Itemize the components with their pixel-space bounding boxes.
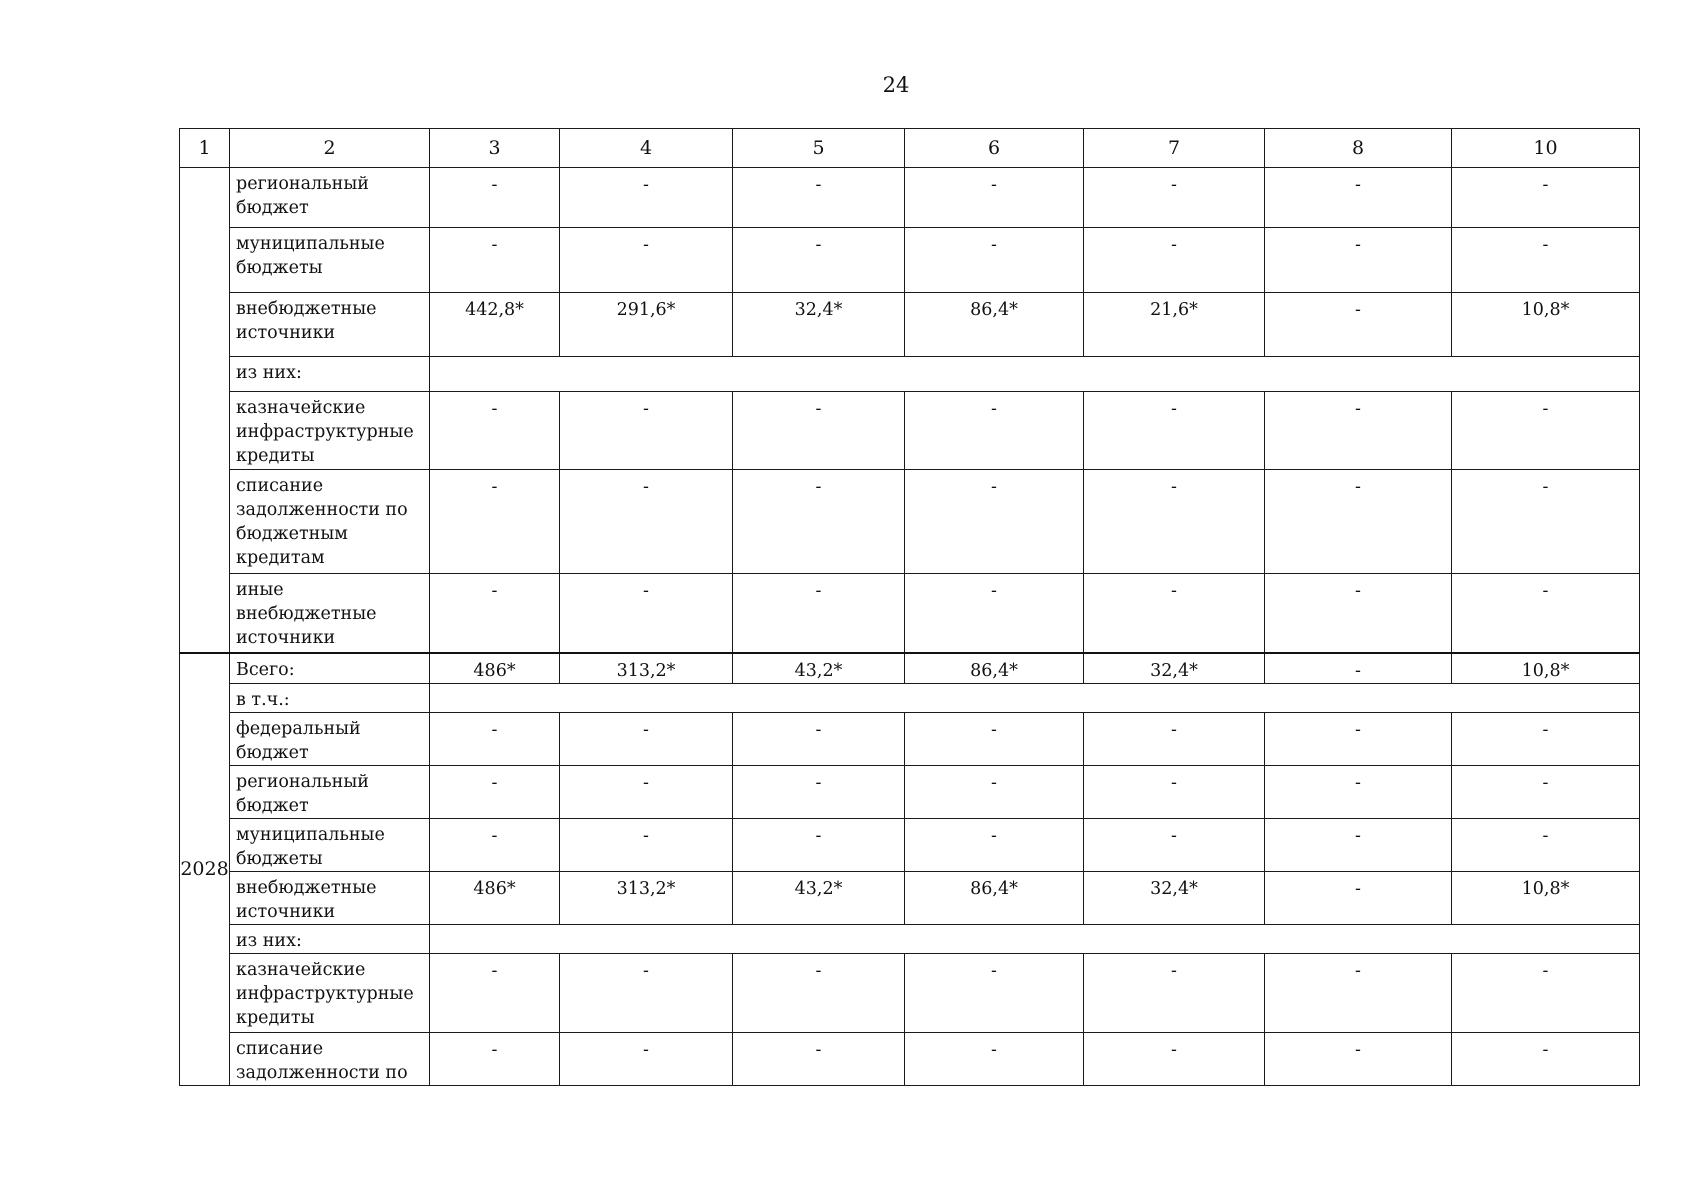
value-cell: -	[1452, 574, 1640, 653]
value-cell: -	[1084, 1032, 1265, 1085]
value-cell: -	[905, 470, 1084, 574]
table-row	[180, 228, 1640, 293]
column-header: 3	[430, 129, 560, 168]
page-number: 24	[882, 73, 910, 97]
value-cell: -	[560, 470, 733, 574]
table-row	[180, 712, 1640, 765]
value-cell: -	[430, 168, 560, 228]
value-cell: -	[733, 818, 905, 871]
value-cell: -	[1452, 228, 1640, 293]
column-header: 10	[1452, 129, 1640, 168]
row-label: региональный бюджет	[230, 765, 430, 818]
column-header: 6	[905, 129, 1084, 168]
value-cell: -	[905, 392, 1084, 470]
table-row	[180, 293, 1640, 357]
value-cell: 86,4*	[905, 293, 1084, 357]
value-cell: -	[1452, 470, 1640, 574]
row-label: в т.ч.:	[230, 683, 430, 712]
value-cell: -	[733, 228, 905, 293]
merged-empty-cell	[430, 357, 1640, 392]
value-cell: -	[905, 574, 1084, 653]
value-cell: 32,4*	[733, 293, 905, 357]
merged-empty-cell	[430, 683, 1640, 712]
table-row	[180, 653, 1640, 684]
value-cell: -	[905, 765, 1084, 818]
value-cell: -	[905, 818, 1084, 871]
value-cell: -	[733, 712, 905, 765]
value-cell: 486*	[430, 871, 560, 924]
value-cell: -	[1452, 712, 1640, 765]
value-cell: 32,4*	[1084, 653, 1265, 684]
value-cell: -	[1452, 953, 1640, 1032]
value-cell: -	[733, 392, 905, 470]
row-label: иные внебюджетные источники	[230, 574, 430, 653]
table-row	[180, 871, 1640, 924]
value-cell: -	[1452, 818, 1640, 871]
row-label: Всего:	[230, 653, 430, 684]
value-cell: -	[1265, 818, 1452, 871]
table-row	[180, 1032, 1640, 1085]
value-cell: -	[733, 765, 905, 818]
value-cell: 10,8*	[1452, 293, 1640, 357]
value-cell: 32,4*	[1084, 871, 1265, 924]
value-cell: 86,4*	[905, 653, 1084, 684]
row-label: муниципальные бюджеты	[230, 228, 430, 293]
value-cell: -	[1265, 765, 1452, 818]
value-cell: 43,2*	[733, 653, 905, 684]
value-cell: -	[905, 228, 1084, 293]
value-cell: -	[1084, 765, 1265, 818]
value-cell: -	[430, 228, 560, 293]
value-cell: -	[733, 1032, 905, 1085]
column-header: 7	[1084, 129, 1265, 168]
table-row	[180, 574, 1640, 653]
row-label: федеральный бюджет	[230, 712, 430, 765]
value-cell: -	[1084, 168, 1265, 228]
row-label: из них:	[230, 357, 430, 392]
value-cell: -	[1265, 392, 1452, 470]
value-cell: -	[560, 765, 733, 818]
value-cell: -	[1265, 228, 1452, 293]
row-label: казначейские инфраструктурные кредиты	[230, 953, 430, 1032]
table-row	[180, 357, 1640, 392]
value-cell: -	[560, 953, 733, 1032]
merged-empty-cell	[430, 924, 1640, 953]
value-cell: -	[430, 470, 560, 574]
value-cell: 291,6*	[560, 293, 733, 357]
value-cell: -	[1452, 1032, 1640, 1085]
row-label: списание задолженности по бюджетным кредитам	[230, 470, 430, 574]
value-cell: -	[560, 228, 733, 293]
value-cell: -	[1265, 953, 1452, 1032]
value-cell: 86,4*	[905, 871, 1084, 924]
value-cell: -	[1452, 392, 1640, 470]
table-row	[180, 470, 1640, 574]
value-cell: -	[733, 470, 905, 574]
value-cell: -	[905, 953, 1084, 1032]
value-cell: -	[1452, 765, 1640, 818]
table-row	[180, 924, 1640, 953]
value-cell: -	[560, 574, 733, 653]
value-cell: 313,2*	[560, 871, 733, 924]
value-cell: -	[1265, 653, 1452, 684]
value-cell: -	[1084, 392, 1265, 470]
table-header-row	[180, 129, 1640, 168]
budget-table	[179, 128, 1640, 1086]
value-cell: -	[1084, 574, 1265, 653]
value-cell: -	[733, 574, 905, 653]
table-row	[180, 392, 1640, 470]
value-cell: 10,8*	[1452, 653, 1640, 684]
value-cell: -	[560, 392, 733, 470]
value-cell: -	[1084, 818, 1265, 871]
value-cell: -	[560, 1032, 733, 1085]
row-label: внебюджетные источники	[230, 293, 430, 357]
value-cell: -	[1084, 953, 1265, 1032]
value-cell: -	[733, 168, 905, 228]
row-label: региональный бюджет	[230, 168, 430, 228]
value-cell: -	[430, 953, 560, 1032]
value-cell: -	[1265, 871, 1452, 924]
value-cell: -	[430, 574, 560, 653]
row-label: казначейские инфраструктурные кредиты	[230, 392, 430, 470]
value-cell: -	[1265, 470, 1452, 574]
value-cell: -	[1265, 168, 1452, 228]
value-cell: 43,2*	[733, 871, 905, 924]
column-header: 8	[1265, 129, 1452, 168]
value-cell: -	[905, 712, 1084, 765]
table-row	[180, 953, 1640, 1032]
table-row	[180, 168, 1640, 228]
column-header: 2	[230, 129, 430, 168]
value-cell: -	[1265, 1032, 1452, 1085]
value-cell: -	[430, 392, 560, 470]
value-cell: 442,8*	[430, 293, 560, 357]
column-header: 5	[733, 129, 905, 168]
row-label: муниципальные бюджеты	[230, 818, 430, 871]
value-cell: -	[430, 712, 560, 765]
value-cell: -	[905, 1032, 1084, 1085]
column-header: 1	[180, 129, 230, 168]
year-cell	[180, 168, 230, 653]
value-cell: -	[560, 168, 733, 228]
year-cell: 2028	[180, 653, 230, 1086]
value-cell: 313,2*	[560, 653, 733, 684]
value-cell: -	[430, 818, 560, 871]
value-cell: -	[1084, 712, 1265, 765]
value-cell: -	[1452, 168, 1640, 228]
value-cell: -	[560, 818, 733, 871]
value-cell: 10,8*	[1452, 871, 1640, 924]
column-header: 4	[560, 129, 733, 168]
value-cell: -	[430, 765, 560, 818]
value-cell: -	[1084, 470, 1265, 574]
value-cell: 21,6*	[1084, 293, 1265, 357]
table-row	[180, 765, 1640, 818]
table-row	[180, 818, 1640, 871]
value-cell: -	[905, 168, 1084, 228]
row-label: списание задолженности по	[230, 1032, 430, 1085]
row-label: внебюджетные источники	[230, 871, 430, 924]
value-cell: -	[1265, 712, 1452, 765]
value-cell: -	[1265, 574, 1452, 653]
value-cell: 486*	[430, 653, 560, 684]
value-cell: -	[1265, 293, 1452, 357]
table-row	[180, 683, 1640, 712]
value-cell: -	[430, 1032, 560, 1085]
value-cell: -	[733, 953, 905, 1032]
row-label: из них:	[230, 924, 430, 953]
value-cell: -	[1084, 228, 1265, 293]
value-cell: -	[560, 712, 733, 765]
